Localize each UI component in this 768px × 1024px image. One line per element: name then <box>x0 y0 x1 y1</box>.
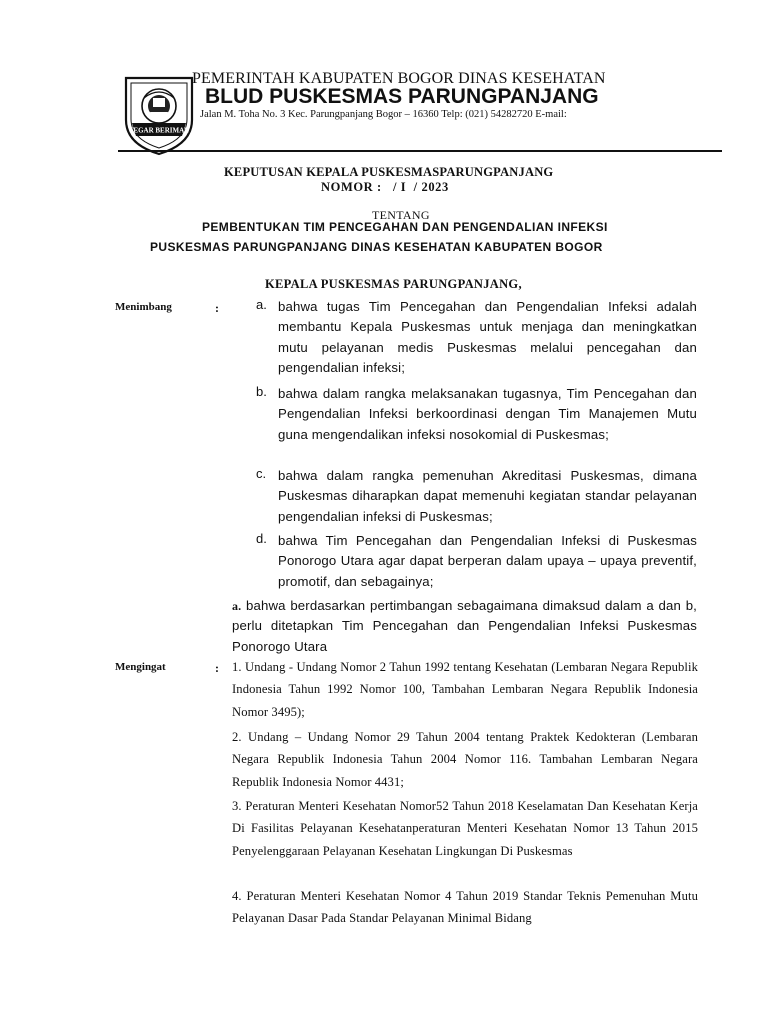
mengingat-item: 3. Peraturan Menteri Kesehatan Nomor52 Tahun 2018 Keselamatan Dan Kesehatan Kerja Di Fasilitas Pelayanan Kesehatanperaturan Menteri Kesehatan Nomor 13 Tahun 2015 Penyelenggaraan Pelayanan Kesehatan Lingkungan Di Puskesmas <box>232 799 698 858</box>
mengingat-item: 1. Undang - Undang Nomor 2 Tahun 1992 tentang Kesehatan (Lembaran Negara Republik Indonesia Tahun 1992 Nomor 100, Tambahan Lembaran Negara Republik Indonesia Nomor 3495); <box>232 660 698 719</box>
decree-subject-line-2: PUSKESMAS PARUNGPANJANG DINAS KESEHATAN KABUPATEN BOGOR <box>150 240 603 254</box>
item-marker: d. <box>256 531 267 546</box>
mengingat-item: 2. Undang – Undang Nomor 29 Tahun 2004 tentang Praktek Kedokteran (Lembaran Negara Republik Indonesia Tahun 2004 Nomor 116. Tambahan Lembaran Negara Republik Indonesia Nomor 4431; <box>232 730 698 789</box>
menimbang-item <box>232 596 697 657</box>
menimbang-item: bahwa dalam rangka melaksanakan tugasnya, Tim Pencegahan dan Pengendalian Infeksi berkoordinasi dengan Tim Manajemen Mutu guna mengendalikan infeksi nosokomial di Puskesmas; <box>278 386 697 442</box>
issuer-heading: KEPALA PUSKESMAS PARUNGPANJANG, <box>265 277 522 291</box>
decree-number: NOMOR : / I / 2023 <box>321 180 449 194</box>
svg-text:TEGAR BERIMAN: TEGAR BERIMAN <box>128 126 190 135</box>
address-line: Jalan M. Toha No. 3 Kec. Parungpanjang Bogor – 16360 Telp: (021) 54282720 E-mail: <box>200 109 567 120</box>
menimbang-item: bahwa Tim Pencegahan dan Pengendalian Infeksi di Puskesmas Ponorogo Utara agar dapat berperan dalam upaya – upaya preventif, promotif, dan sebagainya; <box>278 533 697 589</box>
organization-name: BLUD PUSKESMAS PARUNGPANJANG <box>205 85 599 108</box>
item-marker: a. <box>232 599 242 613</box>
menimbang-item: bahwa dalam rangka pemenuhan Akreditasi Puskesmas, dimana Puskesmas diharapkan dapat memenuhi kegiatan standar pelayanan pengendalian infeksi di Puskesmas; <box>278 468 697 524</box>
item-marker: b. <box>256 384 267 399</box>
item-marker: c. <box>256 466 267 481</box>
header-divider <box>118 150 722 152</box>
menimbang-colon: : <box>215 301 219 315</box>
regency-emblem-icon <box>122 74 196 156</box>
item-marker: a. <box>256 297 267 312</box>
decree-subject-line-1: PEMBENTUKAN TIM PENCEGAHAN DAN PENGENDALIAN INFEKSI <box>202 220 608 234</box>
mengingat-label: Mengingat <box>115 661 166 673</box>
decree-title: KEPUTUSAN KEPALA PUSKESMASPARUNGPANJANG <box>224 165 554 179</box>
menimbang-item: bahwa tugas Tim Pencegahan dan Pengendalian Infeksi adalah membantu Kepala Puskesmas untuk menjaga dan meningkatkan mutu pelayanan medis Puskesmas melalui pencegahan dan pengendalian infeksi; <box>278 299 697 375</box>
mengingat-item: 4. Peraturan Menteri Kesehatan Nomor 4 Tahun 2019 Standar Teknis Pemenuhan Mutu Pelayanan Dasar Pada Standar Pelayanan Minimal Bidang <box>232 889 698 926</box>
tentang-label: TENTANG <box>372 208 430 222</box>
government-name: PEMERINTAH KABUPATEN BOGOR DINAS KESEHATAN <box>192 70 606 87</box>
menimbang-item-text: bahwa berdasarkan pertimbangan sebagaimana dimaksud dalam a dan b, perlu ditetapkan Tim Pencegahan dan Pengendalian Infeksi Puskesmas Ponorogo Utara <box>232 598 697 654</box>
mengingat-colon: : <box>215 661 219 675</box>
menimbang-label: Menimbang <box>115 301 172 313</box>
